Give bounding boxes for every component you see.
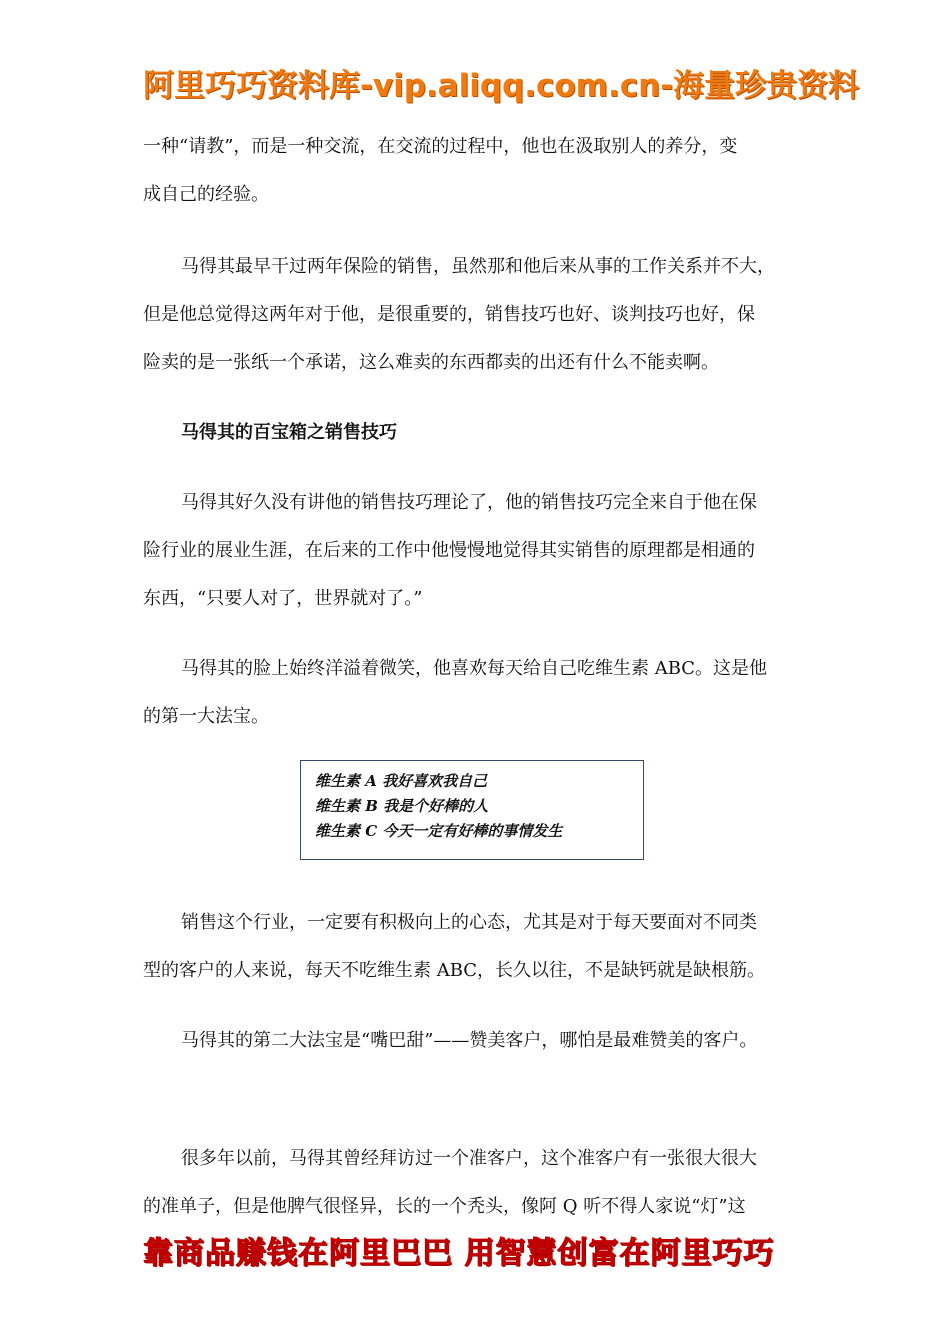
vitamin-a-line: 维生素 A 我好喜欢我自己 [315,772,488,790]
vitamin-c-line: 维生素 C 今天一定有好棒的事情发生 [315,822,563,840]
section-heading: 马得其的百宝箱之销售技巧 [181,422,397,443]
header-banner: 阿里巧巧资料库-vip.aliqq.com.cn-海量珍贵资料 [143,68,860,104]
paragraph-line: 成自己的经验。 [143,184,269,205]
paragraph-line: 马得其的脸上始终洋溢着微笑，他喜欢每天给自己吃维生素 ABC。这是他 [181,658,768,679]
paragraph-line: 很多年以前，马得其曾经拜访过一个准客户，这个准客户有一张很大很大 [181,1148,757,1169]
paragraph-line: 马得其的第二大法宝是“嘴巴甜”——赞美客户，哪怕是最难赞美的客户。 [181,1030,758,1051]
paragraph-line: 销售这个行业，一定要有积极向上的心态，尤其是对于每天要面对不同类 [181,912,757,933]
paragraph-line: 的准单子，但是他脾气很怪异，长的一个秃头，像阿 Q 听不得人家说“灯”这 [143,1196,746,1217]
paragraph-line: 马得其最早干过两年保险的销售，虽然那和他后来从事的工作关系并不大， [181,256,775,277]
paragraph-line: 险卖的是一张纸一个承诺，这么难卖的东西都卖的出还有什么不能卖啊。 [143,352,719,373]
document-body [143,125,805,1219]
paragraph-line: 一种“请教”，而是一种交流，在交流的过程中，他也在汲取别人的养分，变 [143,136,738,157]
paragraph-line: 型的客户的人来说，每天不吃维生素 ABC，长久以往，不是缺钙就是缺根筋。 [143,960,766,981]
paragraph-line: 的第一大法宝。 [143,706,269,727]
paragraph-line: 东西，“只要人对了，世界就对了。” [143,588,423,609]
footer-banner: 靠商品赚钱在阿里巴巴 用智慧创富在阿里巧巧 [143,1236,775,1271]
paragraph-line: 马得其好久没有讲他的销售技巧理论了，他的销售技巧完全来自于他在保 [181,492,757,513]
paragraph-line: 但是他总觉得这两年对于他，是很重要的，销售技巧也好、谈判技巧也好，保 [143,304,755,325]
vitamin-callout-box [300,760,644,860]
paragraph-line: 险行业的展业生涯，在后来的工作中他慢慢地觉得其实销售的原理都是相通的 [143,540,755,561]
vitamin-b-line: 维生素 B 我是个好棒的人 [315,797,489,815]
